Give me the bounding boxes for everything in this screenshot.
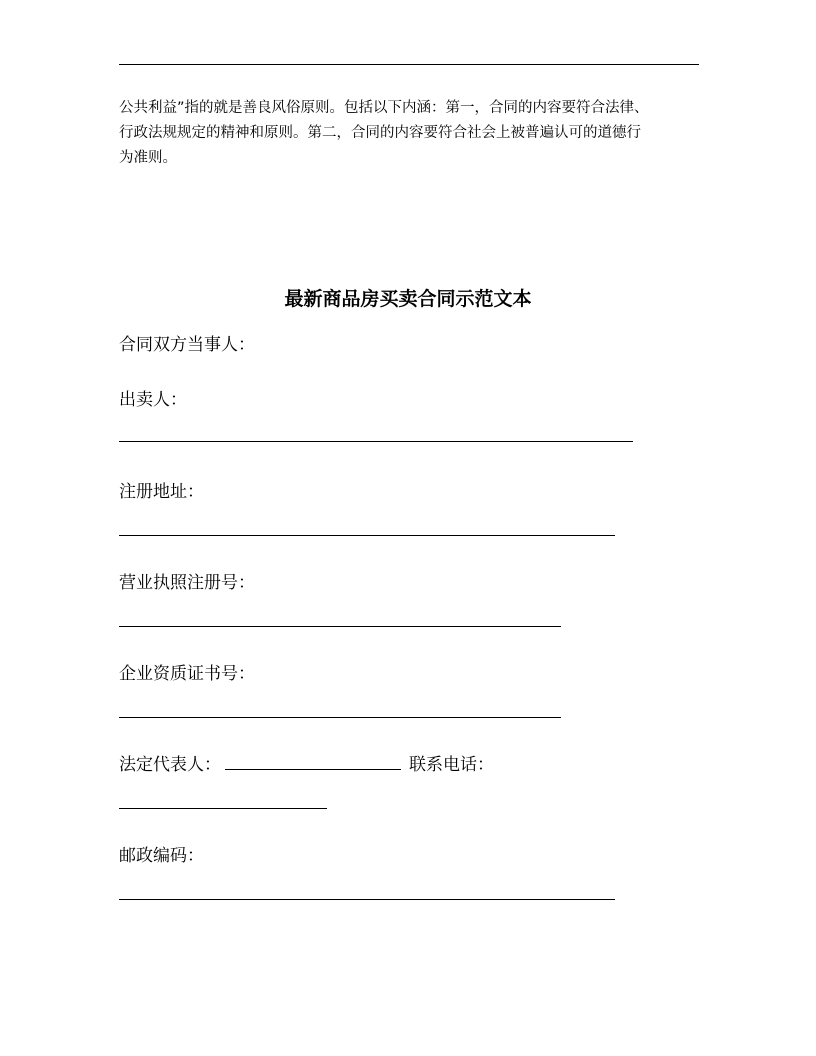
qualification-cert-label: 企业资质证书号： [119,664,255,684]
intro-line-3: 为准则。 [119,150,177,166]
seller-label: 出卖人： [119,390,187,410]
parties-label: 合同双方当事人： [119,335,255,355]
postal-code-label: 邮政编码： [119,846,204,866]
header-rule [119,64,699,65]
legal-rep-blank[interactable] [225,769,401,770]
intro-line-2: 行政法规规定的精神和原则。第二，合同的内容要符合社会上被普遍认可的道德行 [119,125,641,141]
legal-rep-label: 法定代表人： [119,755,221,775]
business-license-label: 营业执照注册号： [119,573,255,593]
registered-address-blank[interactable] [119,535,615,536]
intro-line-1: 公共利益”指的就是善良风俗原则。包括以下内涵：第一，合同的内容要符合法律、 [119,100,649,116]
intro-paragraph [119,96,709,171]
registered-address-label: 注册地址： [119,482,204,502]
business-license-blank[interactable] [119,626,561,627]
phone-label: 联系电话： [409,755,494,775]
postal-code-blank[interactable] [119,899,615,900]
qualification-cert-blank[interactable] [119,717,561,718]
legal-rep-line [119,754,494,776]
seller-blank[interactable] [119,441,633,442]
phone-blank[interactable] [119,808,327,809]
contract-title: 最新商品房买卖合同示范文本 [284,288,532,310]
